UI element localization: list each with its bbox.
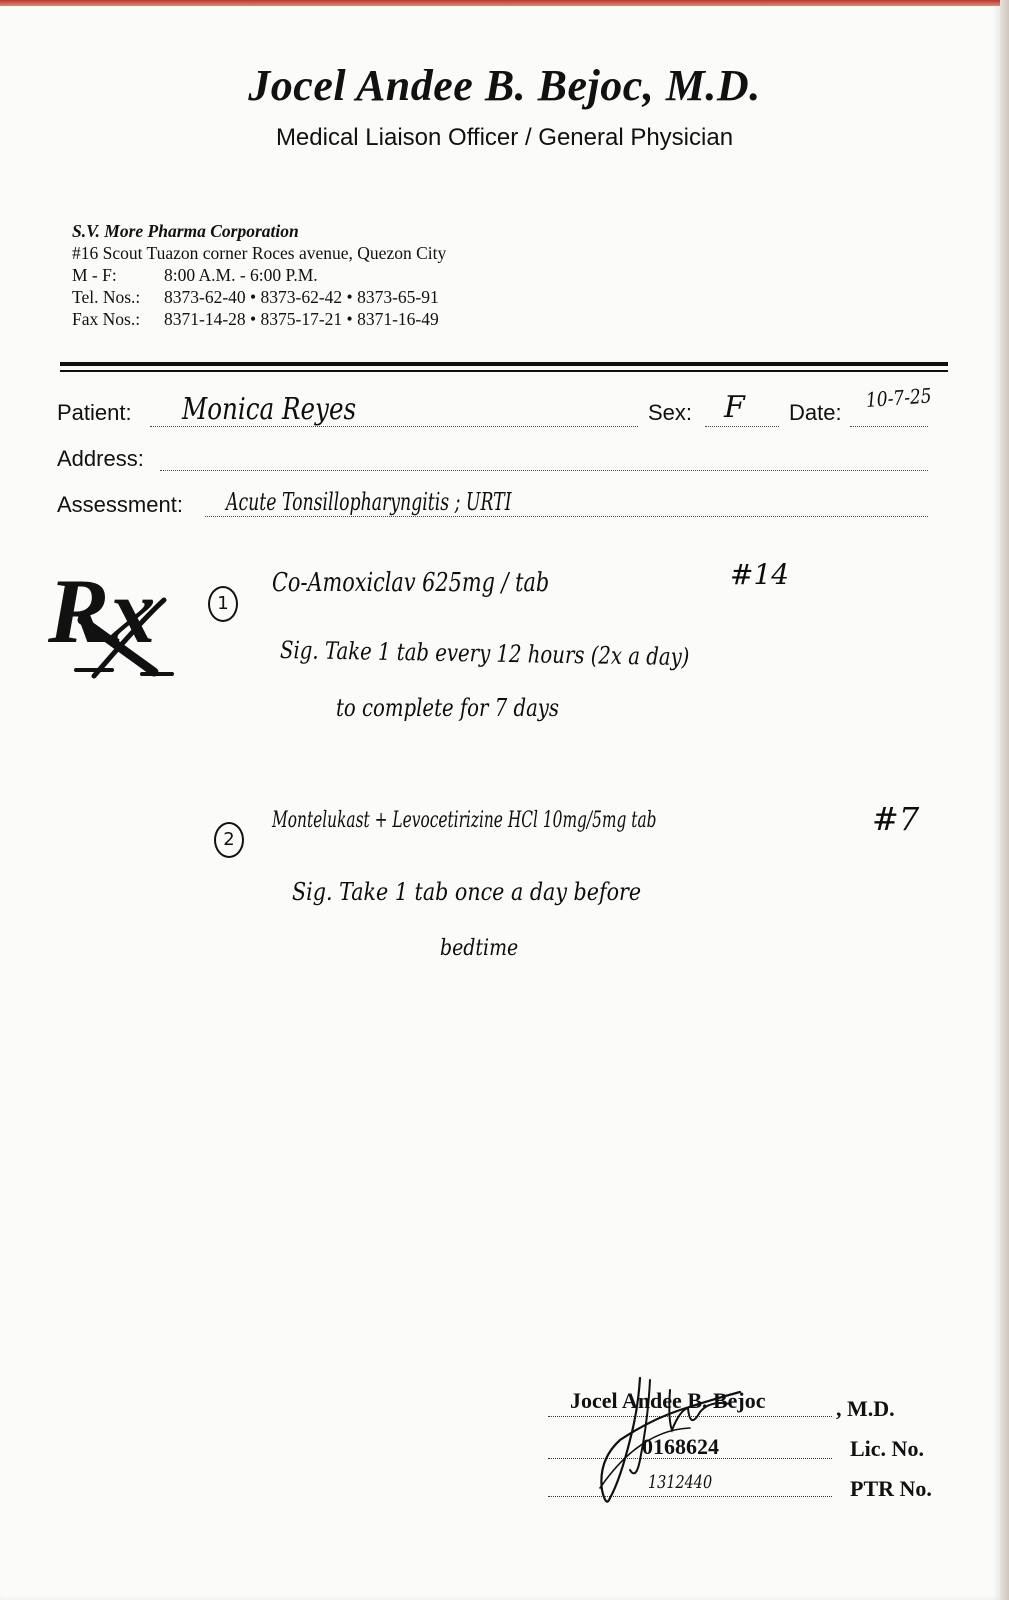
clinic-hours (72, 264, 446, 286)
rx-item-1-sig-line2: to complete for 7 days (336, 694, 560, 722)
assessment-line (205, 516, 928, 517)
sex-label: Sex: (648, 400, 693, 425)
license-number: 0168624 (642, 1434, 719, 1459)
rx-item-1-drug: Co-Amoxiclav 625mg / tab (272, 568, 550, 598)
rx-item-2-quantity: #7 (872, 800, 920, 838)
header-rule-thin (60, 370, 948, 372)
rx-item-2-number: 2 (214, 822, 244, 858)
clinic-tel (72, 286, 446, 308)
sex-line (705, 426, 779, 427)
tel-label: Tel. Nos.: (72, 287, 141, 307)
signature-name: Jocel Andee B. Bejoc (570, 1388, 766, 1413)
address-label: Address: (57, 446, 144, 471)
ptr-number: 1312440 (648, 1472, 713, 1493)
patient-name-handwritten: Monica Reyes (182, 392, 357, 427)
signature-md-suffix: , M.D. (836, 1396, 895, 1421)
date-line (850, 426, 928, 427)
hours-value: 8:00 A.M. - 6:00 P.M. (164, 265, 318, 285)
patient-label: Patient: (57, 400, 132, 425)
hours-label: M - F: (72, 265, 117, 285)
rx-symbol-icon (42, 560, 182, 690)
rx-item-1-quantity: #14 (730, 558, 790, 591)
paper-top-edge (0, 0, 1009, 6)
fax-label: Fax Nos.: (72, 309, 141, 329)
assessment-label: Assessment: (57, 492, 183, 517)
rx-item-1-number: 1 (208, 586, 238, 622)
clinic-info (72, 220, 446, 330)
doctor-title: Medical Liaison Officer / General Physician (275, 124, 734, 151)
tel-value: 8373-62-40 • 8373-62-42 • 8373-65-91 (164, 287, 439, 307)
ptr-label: PTR No. (850, 1476, 932, 1501)
date-label: Date: (789, 400, 842, 425)
license-label: Lic. No. (850, 1436, 924, 1461)
clinic-company: S.V. More Pharma Corporation (72, 221, 299, 241)
date-handwritten: 10-7-25 (865, 383, 933, 412)
sex-handwritten: F (724, 390, 745, 425)
address-line (160, 470, 928, 471)
clinic-fax (72, 308, 446, 330)
fax-value: 8371-14-28 • 8375-17-21 • 8371-16-49 (164, 309, 439, 329)
assessment-handwritten: Acute Tonsillopharyngitis ; URTI (226, 488, 512, 516)
rx-item-2-drug: Montelukast + Levocetirizine HCl 10mg/5mg tab (272, 808, 657, 833)
handwritten-signature (580, 1370, 760, 1520)
rx-item-2-sig-line2: bedtime (440, 936, 519, 961)
clinic-address: #16 Scout Tuazon corner Roces avenue, Quezon City (72, 243, 447, 263)
doctor-name: Jocel Andee B. Bejoc, M.D. (248, 61, 761, 110)
header-rule-thick (60, 362, 948, 366)
rx-symbol-r: Rx (48, 560, 156, 662)
rx-item-2-sig-line1: Sig. Take 1 tab once a day before (292, 878, 642, 906)
paper-right-edge (1000, 0, 1009, 1600)
rx-item-1-sig-line1: Sig. Take 1 tab every 12 hours (2x a day) (279, 636, 690, 672)
